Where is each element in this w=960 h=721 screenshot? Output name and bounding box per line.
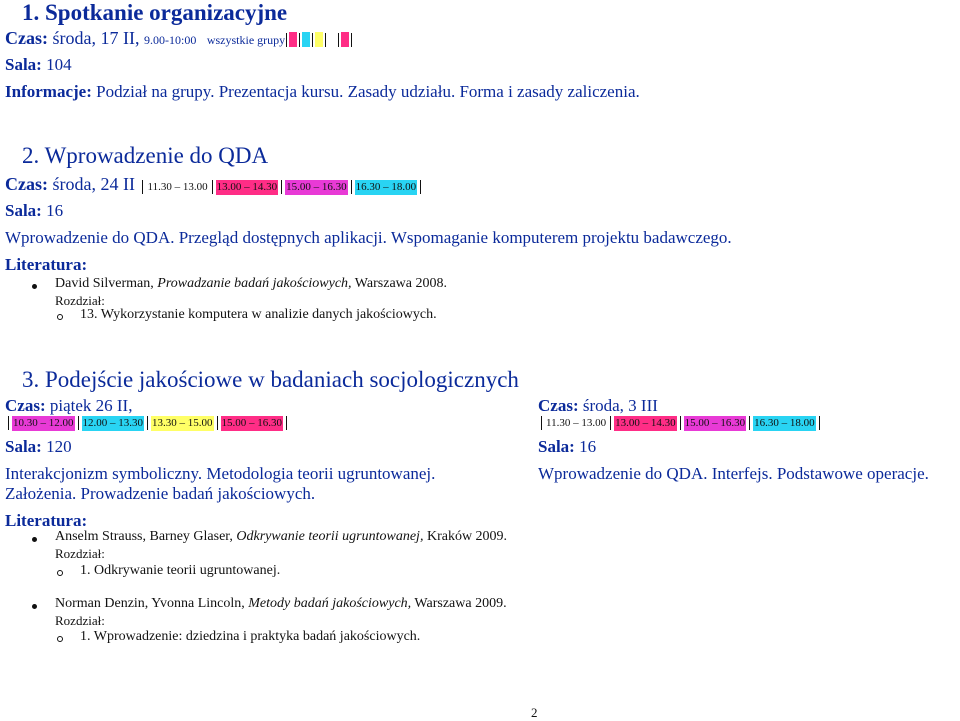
book-place-year: Warszawa 2009. — [411, 596, 507, 611]
section-2-sala — [5, 201, 63, 221]
sala-label: Sala: — [538, 437, 575, 456]
info-value: Podział na grupy. Prezentacja kursu. Zasady udziału. Forma i zasady zaliczenia. — [96, 82, 640, 101]
section-3-left-sala — [5, 437, 72, 457]
divider — [420, 180, 421, 194]
section-2-description: Wprowadzenie do QDA. Przegląd dostępnych aplikacji. Wspomaganie komputerem projektu badawczego. — [5, 228, 732, 247]
divider — [749, 416, 750, 430]
czas-label: Czas: — [5, 28, 48, 48]
section-1-info — [5, 82, 640, 102]
info-label: Informacje: — [5, 82, 92, 101]
divider — [312, 33, 313, 47]
czas-value: środa, 3 III — [582, 396, 658, 415]
book-title: Prowadzanie badań jakościowych, — [157, 276, 352, 291]
divider — [299, 33, 300, 47]
bullet — [32, 537, 37, 542]
sala-label: Sala: — [5, 55, 42, 74]
czas-label: Czas: — [5, 396, 46, 415]
time-slot: 13.30 – 15.00 — [152, 417, 213, 429]
sala-label: Sala: — [5, 201, 42, 220]
section-3-book-2-rozdzial: Rozdział: — [55, 613, 105, 628]
time-slot: 15.00 – 16.30 — [684, 417, 746, 429]
book-place-year: Kraków 2009. — [423, 529, 508, 544]
bullet — [32, 284, 37, 289]
book-authors: Norman Denzin, Yvonna Lincoln, — [55, 596, 249, 611]
section-1-czas — [5, 28, 353, 49]
pink-swatch — [289, 32, 297, 47]
section-3-literatura-label: Literatura: — [5, 511, 88, 530]
time-slot: 11.30 – 13.00 — [546, 417, 607, 429]
bullet — [32, 604, 37, 609]
section-3-left-description: Interakcjonizm symboliczny. Metodologia teorii ugruntowanej. — [5, 464, 436, 483]
section-3-right-czas — [538, 396, 658, 416]
sub-bullet — [57, 570, 63, 576]
section-1-sala — [5, 55, 72, 75]
czas-value: środa, 24 II — [52, 174, 135, 194]
section-2-czas — [5, 174, 424, 195]
divider — [281, 180, 282, 194]
time-slot: 15.00 – 16.30 — [286, 181, 347, 193]
cyan-swatch — [302, 32, 310, 47]
section-3-left-slots — [5, 416, 290, 431]
time-slot: 10.30 – 12.00 — [13, 417, 74, 429]
time-slot: 15.00 – 16.30 — [221, 417, 282, 429]
section-3-book-1-rozdzial: Rozdział: — [55, 546, 105, 561]
section-1-title: 1. Spotkanie organizacyjne — [22, 0, 288, 25]
czas-value: piątek 26 II, — [49, 396, 133, 415]
yellow-swatch — [315, 32, 323, 47]
divider — [351, 180, 352, 194]
time-slot: 12.00 – 13.30 — [82, 417, 143, 429]
divider — [78, 416, 79, 430]
time-slot: 13.00 – 14.30 — [615, 417, 676, 429]
section-3-book-1-chapter: 1. Odkrywanie teorii ugruntowanej. — [80, 563, 281, 578]
book-title: Metody badań jakościowych, — [248, 596, 412, 611]
time-slot: 16.30 – 18.00 — [754, 417, 815, 429]
divider — [212, 180, 213, 194]
blank-swatch — [328, 32, 336, 47]
divider — [325, 33, 326, 47]
sala-value: 16 — [579, 437, 597, 456]
book-authors: Anselm Strauss, Barney Glaser, — [55, 529, 237, 544]
sala-value: 16 — [46, 201, 64, 220]
divider — [680, 416, 681, 430]
groups-label: wszystkie grupy — [206, 33, 286, 47]
divider — [8, 416, 9, 430]
page-number: 2 — [531, 705, 538, 720]
divider — [610, 416, 611, 430]
section-3-book-2 — [55, 596, 507, 612]
section-2-chapter: 13. Wykorzystanie komputera w analizie danych jakościowych. — [80, 307, 437, 322]
divider — [147, 416, 148, 430]
book-place-year: Warszawa 2008. — [351, 276, 447, 291]
section-3-title: 3. Podejście jakościowe w badaniach socjologicznych — [22, 367, 519, 392]
czas-label: Czas: — [538, 396, 579, 415]
sala-value: 120 — [46, 437, 72, 456]
pink-swatch — [341, 32, 349, 47]
section-3-left-czas — [5, 396, 132, 416]
section-3-left-description-cont: Założenia. Prowadzenie badań jakościowych. — [5, 484, 316, 503]
section-2-literatura-label: Literatura: — [5, 255, 88, 274]
czas-value: środa, 17 II, — [52, 28, 140, 48]
divider — [338, 33, 339, 47]
divider — [286, 416, 287, 430]
section-3-book-2-chapter: 1. Wprowadzenie: dziedzina i praktyka badań jakościowych. — [80, 629, 421, 644]
divider — [217, 416, 218, 430]
section-3-right-slots — [538, 416, 823, 431]
time-slot: 11.30 – 13.00 — [147, 181, 208, 193]
book-authors: David Silverman, — [55, 276, 158, 291]
czas-time: 9.00-10:00 — [143, 33, 197, 47]
divider — [541, 416, 542, 430]
section-2-book — [55, 276, 447, 292]
section-3-book-1 — [55, 529, 507, 545]
section-3-right-description: Wprowadzenie do QDA. Interfejs. Podstawowe operacje. — [538, 464, 929, 483]
section-2-title: 2. Wprowadzenie do QDA — [22, 143, 269, 168]
book-title: Odkrywanie teorii ugruntowanej, — [236, 529, 424, 544]
czas-label: Czas: — [5, 174, 48, 194]
divider — [819, 416, 820, 430]
divider — [286, 33, 287, 47]
divider — [351, 33, 352, 47]
section-3-right-sala — [538, 437, 596, 457]
divider — [142, 180, 143, 194]
sala-label: Sala: — [5, 437, 42, 456]
time-slot: 13.00 – 14.30 — [216, 181, 278, 193]
sala-value: 104 — [46, 55, 72, 74]
sub-bullet — [57, 636, 63, 642]
time-slot: 16.30 – 18.00 — [355, 181, 417, 193]
sub-bullet — [57, 314, 63, 320]
section-2-rozdzial: Rozdział: — [55, 293, 105, 308]
